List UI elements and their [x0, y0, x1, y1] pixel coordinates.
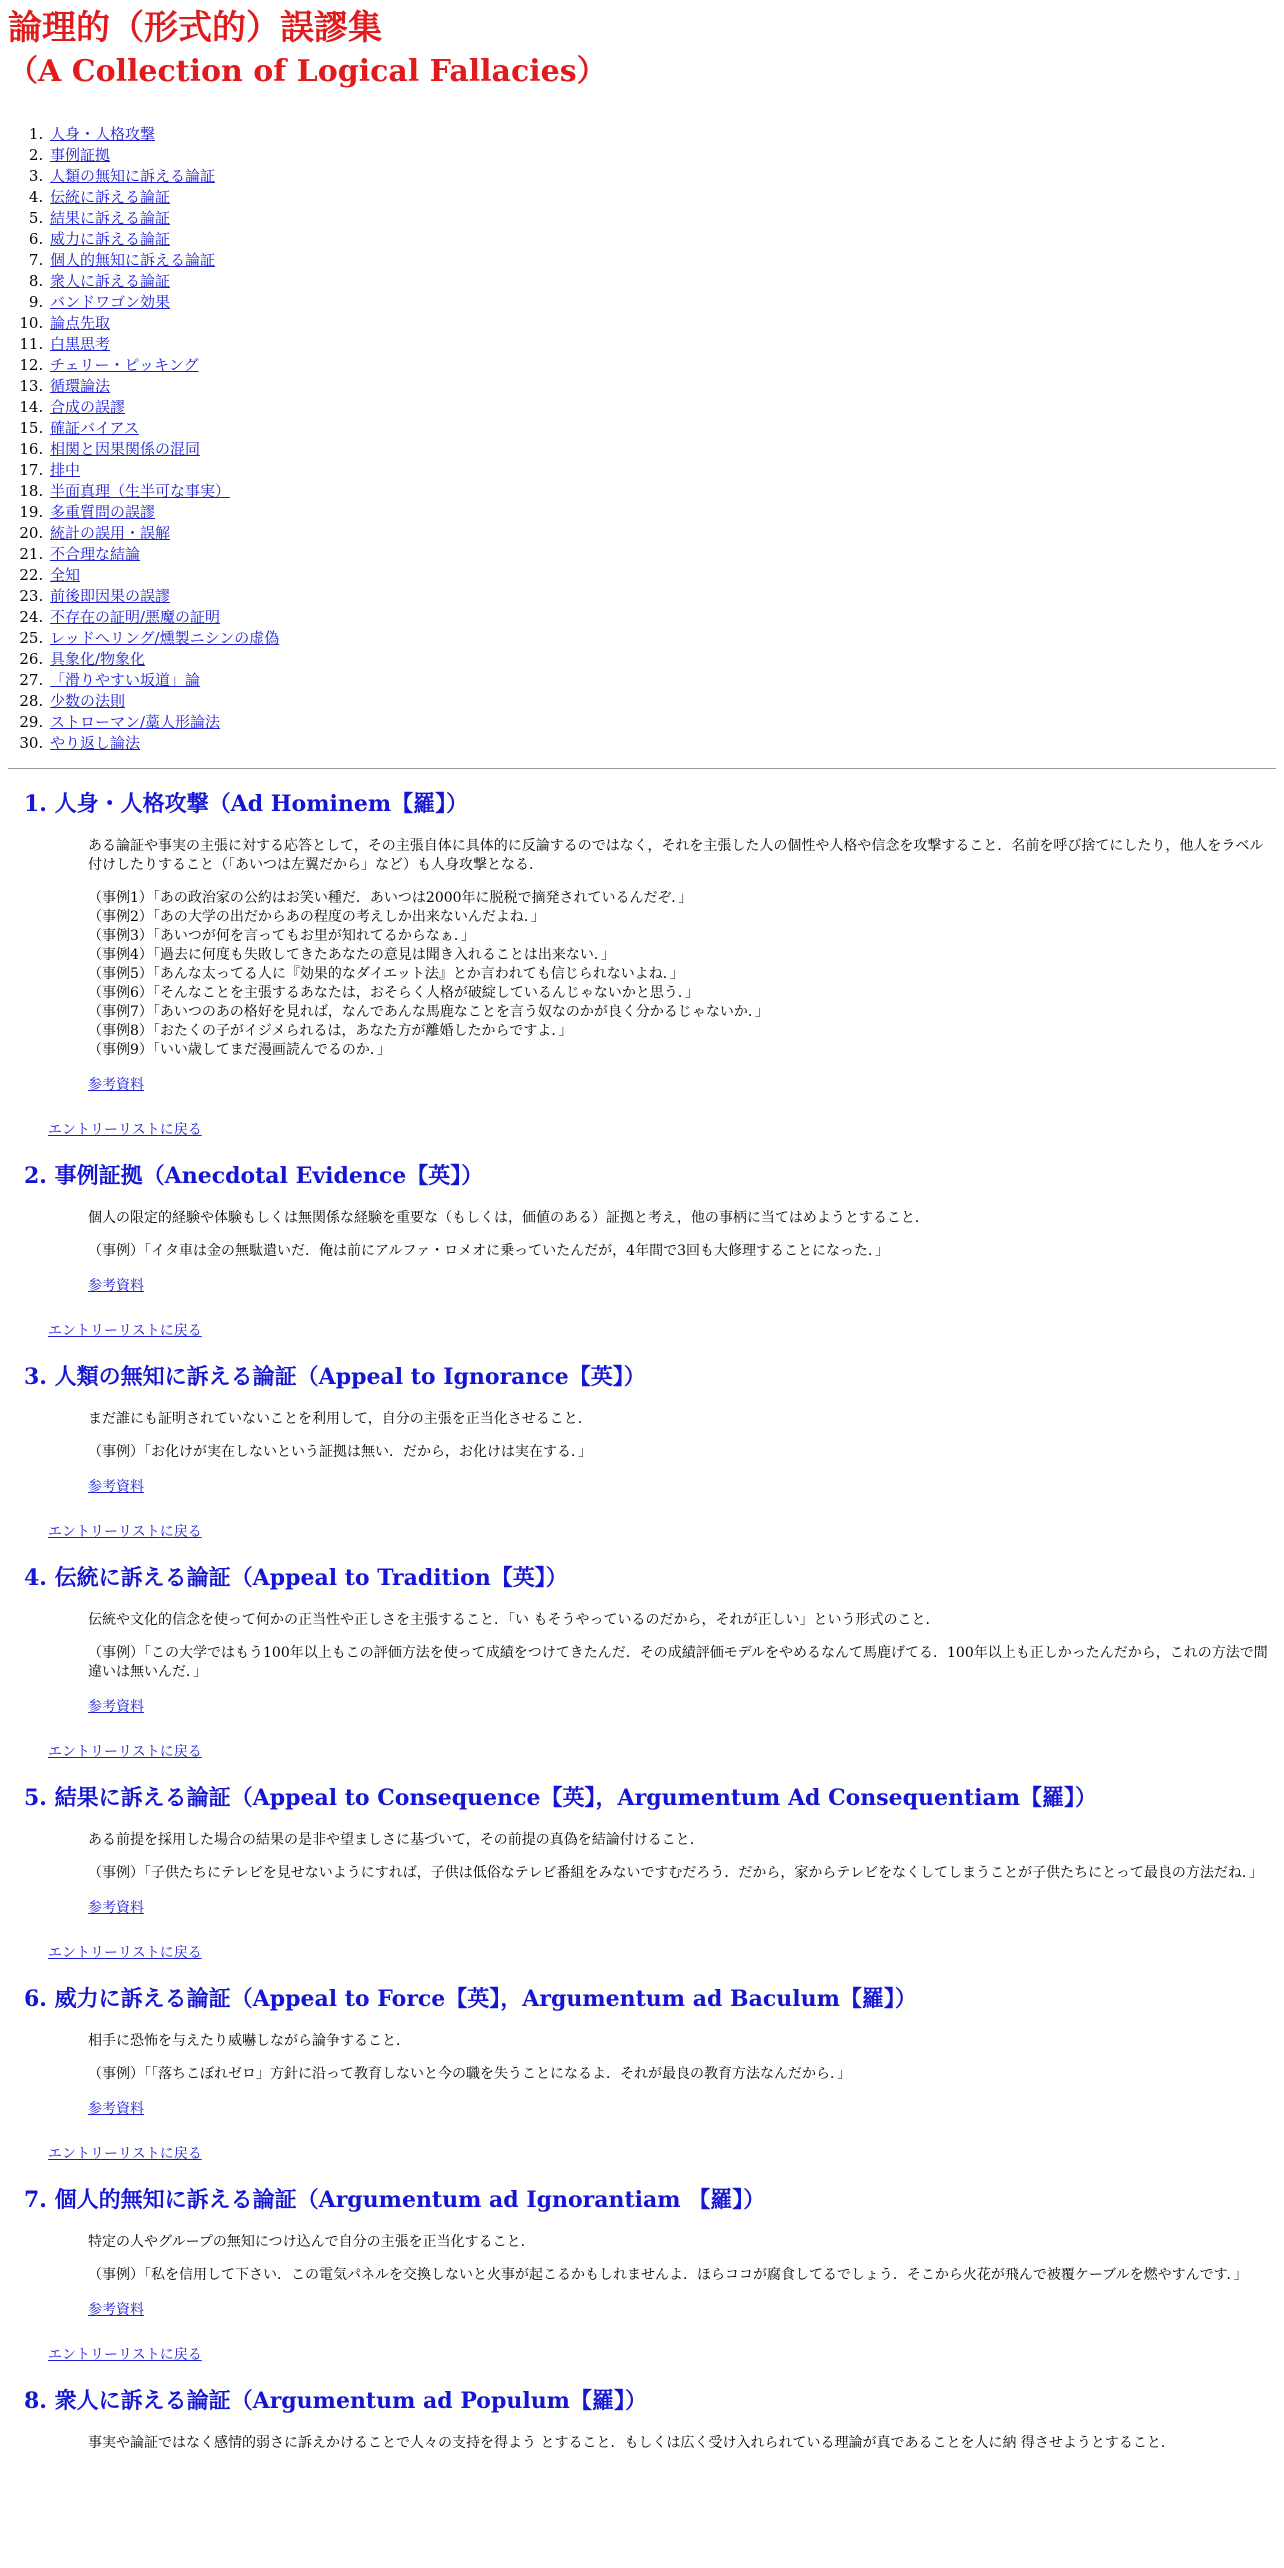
toc-item	[48, 292, 1276, 313]
toc-link[interactable]: 全知	[50, 566, 81, 584]
toc-item	[48, 145, 1276, 166]
fallacy-entry	[24, 2185, 1276, 2386]
toc-item	[48, 460, 1276, 481]
toc-item	[48, 628, 1276, 649]
toc-link[interactable]: 不存在の証明/悪魔の証明	[50, 608, 221, 626]
entry-body	[88, 1611, 1276, 1731]
toc-item	[48, 649, 1276, 670]
example-list	[88, 1864, 1276, 1883]
example-item: （事例2）「あの大学の出だからあの程度の考えしか出来ないんだよね．」	[88, 909, 545, 925]
toc-item	[48, 586, 1276, 607]
fallacy-entry	[24, 1161, 1276, 1362]
toc-item	[48, 418, 1276, 439]
reference-link[interactable]: 参考資料	[88, 2302, 144, 2318]
page-title	[8, 6, 1276, 94]
reference-link[interactable]: 参考資料	[88, 1479, 144, 1495]
example-item: （事例7）「あいつのあの格好を見れば，なんであんな馬鹿なことを言う奴なのかが良く分かるじゃないか．」	[88, 1004, 769, 1020]
toc-link[interactable]: 人身・人格攻撃	[50, 125, 156, 143]
entry-body	[88, 2233, 1276, 2334]
example-list	[88, 1443, 1276, 1462]
entry-description: 事実や論証ではなく感情的弱さに訴えかけることで人々の支持を得よう とすること．もしくは広く受け入れられている理論が真であることを人に納 得させようとすること．	[88, 2435, 1175, 2451]
entry-body	[88, 1831, 1276, 1932]
toc-link[interactable]: 人類の無知に訴える論証	[50, 167, 216, 185]
back-to-list-link[interactable]: エントリーリストに戻る	[48, 1744, 202, 1760]
entry-heading: 2. 事例証拠（Anecdotal Evidence【英】）	[24, 1163, 484, 1189]
toc-link[interactable]: 白黒思考	[50, 335, 111, 353]
toc-link[interactable]: 事例証拠	[50, 146, 111, 164]
toc-item	[48, 187, 1276, 208]
toc-item	[48, 313, 1276, 334]
fallacy-entry	[24, 2386, 1276, 2453]
toc-item	[48, 166, 1276, 187]
entry-heading: 1. 人身・人格攻撃（Ad Hominem【羅】）	[24, 791, 469, 817]
example-item: （事例）「子供たちにテレビを見せないようにすれば，子供は低俗なテレビ番組をみないですむだろう．だから，家からテレビをなくしてしまうことが子供たちにとって最良の方法だね．」	[88, 1865, 1263, 1881]
entry-heading: 3. 人類の無知に訴える論証（Appeal to Ignorance【英】）	[24, 1364, 646, 1390]
example-item: （事例9）「いい歳してまだ漫画読んでるのか．」	[88, 1042, 391, 1058]
entry-heading: 6. 威力に訴える論証（Appeal to Force【英】，Argumentum ad Baculum【羅】）	[24, 1986, 917, 2012]
entry-description: 伝統や文化的信念を使って何かの正当性や正しさを主張すること．「い もそうやっているのだから，それが正しい」という形式のこと．	[88, 1612, 940, 1628]
entry-heading: 7. 個人的無知に訴える論証（Argumentum ad Ignorantiam 【羅】）	[24, 2187, 766, 2213]
example-list	[88, 2266, 1276, 2285]
toc-link[interactable]: やり返し論法	[50, 734, 141, 752]
example-item: （事例4）「過去に何度も失敗してきたあなたの意見は聞き入れることは出来ない．」	[88, 947, 615, 963]
toc-item	[48, 334, 1276, 355]
toc-item	[48, 271, 1276, 292]
toc-link[interactable]: 「滑りやすい坂道」論	[50, 671, 201, 689]
entry-description: 特定の人やグループの無知につけ込んで自分の主張を正当化すること．	[88, 2234, 535, 2250]
example-item: （事例）「「落ちこぼれゼロ」方針に沿って教育しないと今の職を失うことになるよ．それが最良の教育方法なんだから．」	[88, 2066, 851, 2082]
entry-description: ある論証や事実の主張に対する応答として，その主張自体に具体的に反論するのではなく，それを主張した人の個性や人格や信念を攻撃すること．名前を呼び捨てにしたり，他人をラベル付けしたりすること（「あいつは左翼だから」など）も人身攻撃となる．	[88, 838, 1264, 873]
toc-link[interactable]: 衆人に訴える論証	[50, 272, 171, 290]
toc-item	[48, 565, 1276, 586]
toc-link[interactable]: バンドワゴン効果	[50, 293, 171, 311]
fallacy-entry	[24, 1984, 1276, 2185]
reference-link[interactable]: 参考資料	[88, 2101, 144, 2117]
reference-link[interactable]: 参考資料	[88, 1900, 144, 1916]
divider	[8, 768, 1276, 769]
toc-link[interactable]: 確証バイアス	[50, 419, 139, 437]
toc-item	[48, 397, 1276, 418]
reference-link[interactable]: 参考資料	[88, 1077, 144, 1093]
entry-description: ある前提を採用した場合の結果の是非や望ましさに基づいて，その前提の真偽を結論付けること．	[88, 1832, 704, 1848]
entries	[8, 789, 1276, 2453]
toc-link[interactable]: 多重質問の誤謬	[50, 503, 156, 521]
toc-item	[48, 250, 1276, 271]
toc-item	[48, 607, 1276, 628]
toc-link[interactable]: 半面真理（生半可な事実）	[50, 482, 231, 500]
toc-item	[48, 208, 1276, 229]
example-item: （事例）「お化けが実在しないという証拠は無い．だから，お化けは実在する．」	[88, 1444, 592, 1460]
back-to-list-link[interactable]: エントリーリストに戻る	[48, 2146, 202, 2162]
title-main: 論理的（形式的）誤謬集	[8, 8, 382, 48]
example-item: （事例）「この大学ではもう100年以上もこの評価方法を使って成績をつけてきたんだ．その成績評価モデルをやめるなんて馬鹿げてる．100年以上も正しかったんだから，これの方法で間違いは無いんだ．」	[88, 1645, 1268, 1680]
entry-list	[8, 124, 1276, 754]
toc-item	[48, 229, 1276, 250]
toc-link[interactable]: 排中	[50, 461, 81, 479]
entry-body	[88, 2434, 1276, 2453]
toc-link[interactable]: 少数の法則	[50, 692, 126, 710]
toc-item	[48, 670, 1276, 691]
toc-link[interactable]: チェリー・ピッキング	[50, 356, 199, 374]
entry-description: まだ誰にも証明されていないことを利用して，自分の主張を正当化させること．	[88, 1411, 592, 1427]
title-subtitle: （A Collection of Logical Fallacies）	[8, 54, 607, 89]
toc-item	[48, 439, 1276, 460]
toc-item	[48, 733, 1276, 754]
reference-link[interactable]: 参考資料	[88, 1278, 144, 1294]
example-list	[88, 1644, 1276, 1682]
toc-link[interactable]: レッドへリング/燻製ニシンの虚偽	[50, 629, 280, 647]
toc-item	[48, 712, 1276, 733]
example-item: （事例8）「おたくの子がイジメられるは，あなた方が離婚したからですよ．」	[88, 1023, 573, 1039]
fallacy-entry	[24, 789, 1276, 1161]
toc-link[interactable]: 伝統に訴える論証	[50, 188, 171, 206]
toc-link[interactable]: ストローマン/藁人形論法	[50, 713, 221, 731]
toc-item	[48, 124, 1276, 145]
entry-heading: 5. 結果に訴える論証（Appeal to Consequence【英】，Argumentum Ad Consequentiam【羅】）	[24, 1785, 1098, 1811]
fallacy-entry	[24, 1362, 1276, 1563]
entry-body	[88, 2032, 1276, 2133]
back-to-list-link[interactable]: エントリーリストに戻る	[48, 1945, 202, 1961]
entry-description: 個人の限定的経験や体験もしくは無関係な経験を重要な（もしくは，価値のある）証拠と考え，他の事柄に当てはめようとすること．	[88, 1210, 929, 1226]
fallacy-entry	[24, 1783, 1276, 1984]
toc-link[interactable]: 個人的無知に訴える論証	[50, 251, 216, 269]
entry-body	[88, 1410, 1276, 1511]
toc-item	[48, 355, 1276, 376]
back-to-list-link[interactable]: エントリーリストに戻る	[48, 1122, 202, 1138]
toc-link[interactable]: 結果に訴える論証	[50, 209, 171, 227]
toc-link[interactable]: 合成の誤謬	[50, 398, 126, 416]
back-to-list-link[interactable]: エントリーリストに戻る	[48, 1323, 202, 1339]
example-item: （事例3）「あいつが何を言ってもお里が知れてるからなぁ．」	[88, 928, 475, 944]
toc-link[interactable]: 論点先取	[50, 314, 111, 332]
entry-description: 相手に恐怖を与えたり威嚇しながら論争すること．	[88, 2033, 410, 2049]
toc-item	[48, 502, 1276, 523]
toc-item	[48, 523, 1276, 544]
back-to-list-link[interactable]: エントリーリストに戻る	[48, 2347, 202, 2363]
entry-heading: 8. 衆人に訴える論証（Argumentum ad Populum【羅】）	[24, 2388, 647, 2414]
entry-body	[88, 1209, 1276, 1310]
entry-body	[88, 837, 1276, 1109]
toc-link[interactable]: 前後即因果の誤謬	[50, 587, 171, 605]
toc-link[interactable]: 具象化/物象化	[50, 650, 146, 668]
example-item: （事例）「私を信用して下さい．この電気パネルを交換しないと火事が起こるかもしれませんよ．ほらココが腐食してるでしょう．そこから火花が飛んで被覆ケーブルを燃やすんです．」	[88, 2267, 1248, 2283]
example-item: （事例6）「そんなことを主張するあなたは，おそらく人格が破綻しているんじゃないかと思う．」	[88, 985, 699, 1001]
toc-link[interactable]: 循環論法	[50, 377, 111, 395]
toc-link[interactable]: 相関と因果関係の混同	[50, 440, 201, 458]
toc-item	[48, 544, 1276, 565]
back-to-list-link[interactable]: エントリーリストに戻る	[48, 1524, 202, 1540]
fallacy-entry	[24, 1563, 1276, 1783]
entry-heading: 4. 伝統に訴える論証（Appeal to Tradition【英】）	[24, 1565, 568, 1591]
reference-link[interactable]: 参考資料	[88, 1699, 144, 1715]
toc-link[interactable]: 不合理な結論	[50, 545, 141, 563]
toc-item	[48, 481, 1276, 502]
toc-link[interactable]: 威力に訴える論証	[50, 230, 171, 248]
example-list	[88, 2065, 1276, 2084]
example-list	[88, 889, 1276, 1060]
example-item: （事例）「イタ車は金の無駄遣いだ．俺は前にアルファ・ロメオに乗っていたんだが，4年間で3回も大修理することになった．」	[88, 1243, 889, 1259]
example-item: （事例1）「あの政治家の公約はお笑い種だ．あいつは2000年に脱税で摘発されているんだぞ．」	[88, 890, 693, 906]
toc-link[interactable]: 統計の誤用・誤解	[50, 524, 171, 542]
example-item: （事例5）「あんな太ってる人に『効果的なダイエット法』とか言われても信じられないよね．」	[88, 966, 684, 982]
toc-item	[48, 376, 1276, 397]
example-list	[88, 1242, 1276, 1261]
toc-item	[48, 691, 1276, 712]
